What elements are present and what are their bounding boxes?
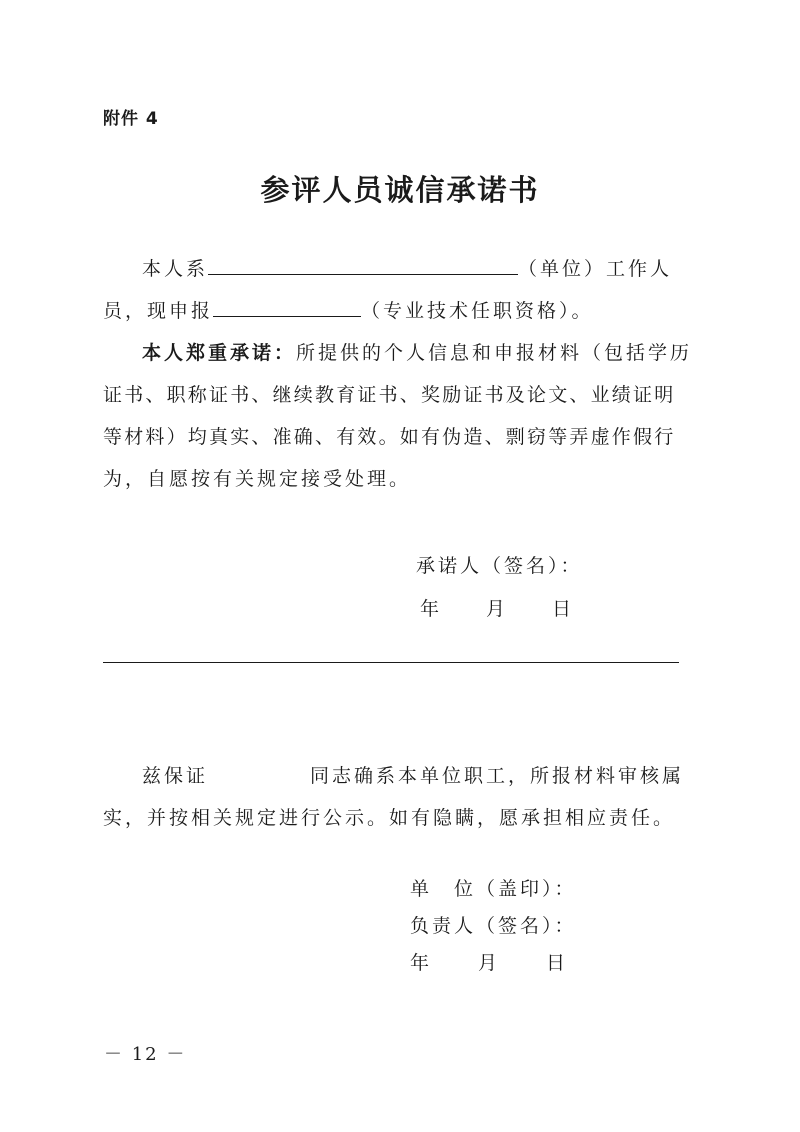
leader-sign-label: 负责人（签名）： (410, 915, 577, 937)
unit-prefix: 本人系 (142, 258, 209, 280)
pledge-line-1 (142, 340, 692, 366)
declaration-line-2 (103, 298, 594, 324)
pledge-line-4: 为，自愿按有关规定接受处理。 (103, 468, 412, 490)
qualification-suffix: （专业技术任职资格）。 (361, 300, 594, 322)
unit-seal-label: 单 位（盖印）： (410, 878, 577, 900)
pledge-line-2: 证书、职称证书、继续教育证书、奖励证书及论文、业绩证明 (103, 384, 676, 406)
certify-text-1: 同志确系本单位职工，所报材料审核属 (310, 765, 685, 787)
document-title: 参评人员诚信承诺书 (260, 173, 540, 207)
cert-date-month: 月 (478, 952, 501, 974)
date-month: 月 (486, 598, 509, 620)
signer-label: 承诺人（签名）： (416, 555, 583, 577)
qualification-prefix: 员，现申报 (103, 300, 214, 322)
pledge-text-1: 所提供的个人信息和申报材料（包括学历 (296, 342, 693, 364)
certify-prefix: 兹保证 (142, 765, 209, 787)
section-divider (103, 662, 679, 663)
certification-line-2: 实，并按相关规定进行公示。如有隐瞒，愿承担相应责任。 (103, 807, 676, 829)
certification-line-1 (142, 763, 684, 789)
cert-date-day: 日 (546, 952, 569, 974)
page-number: － 12 － (104, 1044, 187, 1065)
date-year: 年 (420, 598, 443, 620)
unit-suffix: （单位）工作人 (518, 258, 673, 280)
date-day: 日 (552, 598, 575, 620)
cert-date-year: 年 (410, 952, 433, 974)
qualification-blank[interactable] (213, 298, 361, 317)
unit-name-blank[interactable] (208, 256, 518, 275)
declaration-date (420, 596, 574, 622)
attachment-label: 附件 4 (103, 109, 159, 129)
pledge-lead: 本人郑重承诺： (142, 342, 297, 364)
declaration-line-1 (142, 256, 672, 282)
pledge-line-3: 等材料）均真实、准确、有效。如有伪造、剽窃等弄虚作假行 (103, 426, 676, 448)
certification-date (410, 950, 568, 976)
